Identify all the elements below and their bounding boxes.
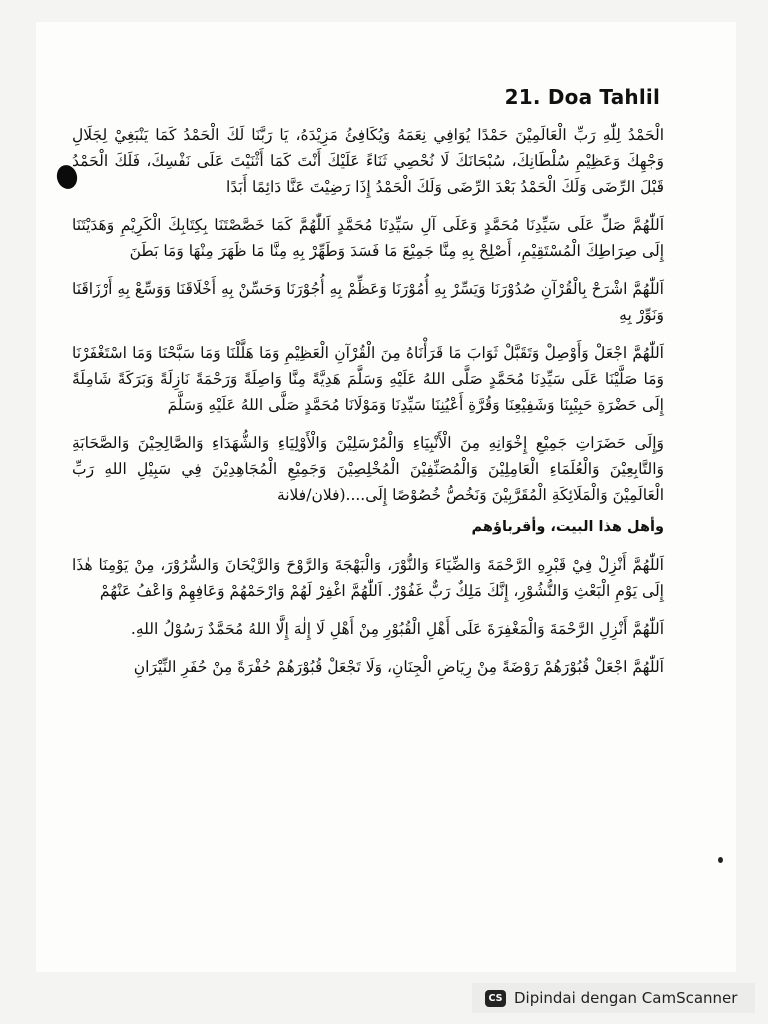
camscanner-logo-icon: CS — [485, 990, 506, 1007]
camscanner-badge — [472, 983, 755, 1013]
paragraph-shalawat: اَللّٰهُمَّ صَلِّ عَلَى سَيِّدِنَا مُحَمَّدٍ وَعَلَى آلِ سَيِّدِنَا مُحَمَّدٍ اَللّٰهُمَّ كَمَا خَصَّصْتَنَا بِكِتَابِكَ الْكَرِيْمِ وَهَدَيْتَنَا إِلَى صِرَاطِكَ الْمُسْتَقِيْمِ، أَصْلِحْ بِهِ مِنَّا جَمِيْعَ مَا فَسَدَ وَطَهِّرْ بِهِ مِنَّا مَا ظَهَرَ مِنْهَا وَمَا بَطَنَ — [72, 216, 664, 260]
ink-dot — [718, 857, 723, 863]
paragraph-ahlul-qubur: اَللّٰهُمَّ أَنْزِلِ الرَّحْمَةَ وَالْمَغْفِرَةَ عَلَى أَهْلِ الْقُبُوْرِ مِنْ أَهْلِ لَا إِلٰهَ إِلَّا اللهُ مُحَمَّدٌ رَسُوْلُ اللهِ. — [130, 620, 664, 638]
page-title: 21. Doa Tahlil — [504, 85, 660, 109]
paragraph-raudhah: اَللّٰهُمَّ اجْعَلْ قُبُوْرَهُمْ رَوْضَةً مِنْ رِيَاضِ الْجِنَانِ، وَلَا تَجْعَلْ قُبُوْرَهُمْ حُفْرَةً مِنْ حُفَرِ النِّيْرَانِ — [133, 658, 664, 676]
paragraph-hadiah: اَللّٰهُمَّ اجْعَلْ وَأَوْصِلْ وَتَقَبَّلْ ثَوَابَ مَا قَرَأْنَاهُ مِنَ الْقُرْآنِ الْعَظِيْمِ وَمَا هَلَّلْنَا وَمَا سَبَّحْنَا وَمَا اسْتَغْفَرْنَا وَمَا صَلَّيْنَا عَلَى سَيِّدِنَا مُحَمَّدٍ صَلَّى اللهُ عَلَيْهِ وَسَلَّمَ هَدِيَّةً مِنَّا وَاصِلَةً وَرَحْمَةً نَازِلَةً وَبَرَكَةً شَامِلَةً إِلَى حَضْرَةِ حَبِيْبِنَا وَشَفِيْعِنَا وَقُرَّةِ أَعْيُنِنَا سَيِّدِنَا وَمَوْلَانَا مُحَمَّدٍ صَلَّى اللهُ عَلَيْهِ وَسَلَّمَ — [72, 344, 664, 414]
camscanner-label: Dipindai dengan CamScanner — [514, 989, 738, 1007]
paragraph-ahlul-bait: وأهل هذا البيت، وأقرباؤهم — [471, 519, 664, 535]
paragraph-ilaa-hadarat: وَإِلَى حَضَرَاتِ جَمِيْعِ إِخْوَانِهِ مِنَ الْأَنْبِيَاءِ وَالْمُرْسَلِيْنَ وَالْأَوْلِيَاءِ وَالشُّهَدَاءِ وَالصَّالِحِيْنَ وَالصَّحَابَةِ وَالتَّابِعِيْنَ وَالْعُلَمَاءِ الْعَامِلِيْنَ وَالْمُصَنِّفِيْنَ الْمُخْلِصِيْنَ وَجَمِيْعِ الْمُجَاهِدِيْنَ فِي سَبِيْلِ اللهِ رَبِّ الْعَالَمِيْنَ وَالْمَلَائِكَةِ الْمُقَرَّبِيْنَ وَنَخُصُّ خُصُوْصًا إِلَى....(فلان/فلانة — [72, 434, 664, 504]
prayer-text — [72, 122, 664, 692]
paragraph-hamdalah: الْحَمْدُ لِلّٰهِ رَبِّ الْعَالَمِيْنَ حَمْدًا يُوَافِي نِعَمَهُ وَيُكَافِئُ مَزِيْدَهُ، يَا رَبَّنَا لَكَ الْحَمْدُ كَمَا يَنْبَغِيْ لِجَلَالِ وَجْهِكَ وَعَظِيْمِ سُلْطَانِكَ، سُبْحَانَكَ لَا نُحْصِي ثَنَاءً عَلَيْكَ أَنْتَ كَمَا أَثْنَيْتَ عَلَى نَفْسِكَ، فَلَكَ الْحَمْدُ قَبْلَ الرِّضَى وَلَكَ الْحَمْدُ بَعْدَ الرِّضَى وَلَكَ الْحَمْدُ إِذَا رَضِيْتَ عَنَّا دَائِمًا أَبَدًا — [72, 126, 664, 196]
paragraph-rahmat-kubur: اَللّٰهُمَّ أَنْزِلْ فِيْ قَبْرِهِ الرَّحْمَةَ وَالضِّيَاءَ وَالنُّوْرَ، وَالْبَهْجَةَ وَالرَّوْحَ وَالرَّيْحَانَ وَالسُّرُوْرَ، مِنْ يَوْمِنَا هٰذَا إِلَى يَوْمِ الْبَعْثِ وَالنُّشُوْرِ، إِنَّكَ مَلِكٌ رَبٌّ غَفُوْرٌ. اَللّٰهُمَّ اغْفِرْ لَهُمْ وَارْحَمْهُمْ وَعَافِهِمْ وَاعْفُ عَنْهُمْ — [72, 556, 664, 600]
paragraph-quran: اَللّٰهُمَّ اشْرَحْ بِالْقُرْآنِ صُدُوْرَنَا وَيَسِّرْ بِهِ أُمُوْرَنَا وَعَظِّمْ بِهِ أُجُوْرَنَا وَحَسِّنْ بِهِ أَخْلَاقَنَا وَوَسِّعْ بِهِ أَرْزَاقَنَا وَنَوِّرْ بِهِ — [72, 280, 664, 324]
